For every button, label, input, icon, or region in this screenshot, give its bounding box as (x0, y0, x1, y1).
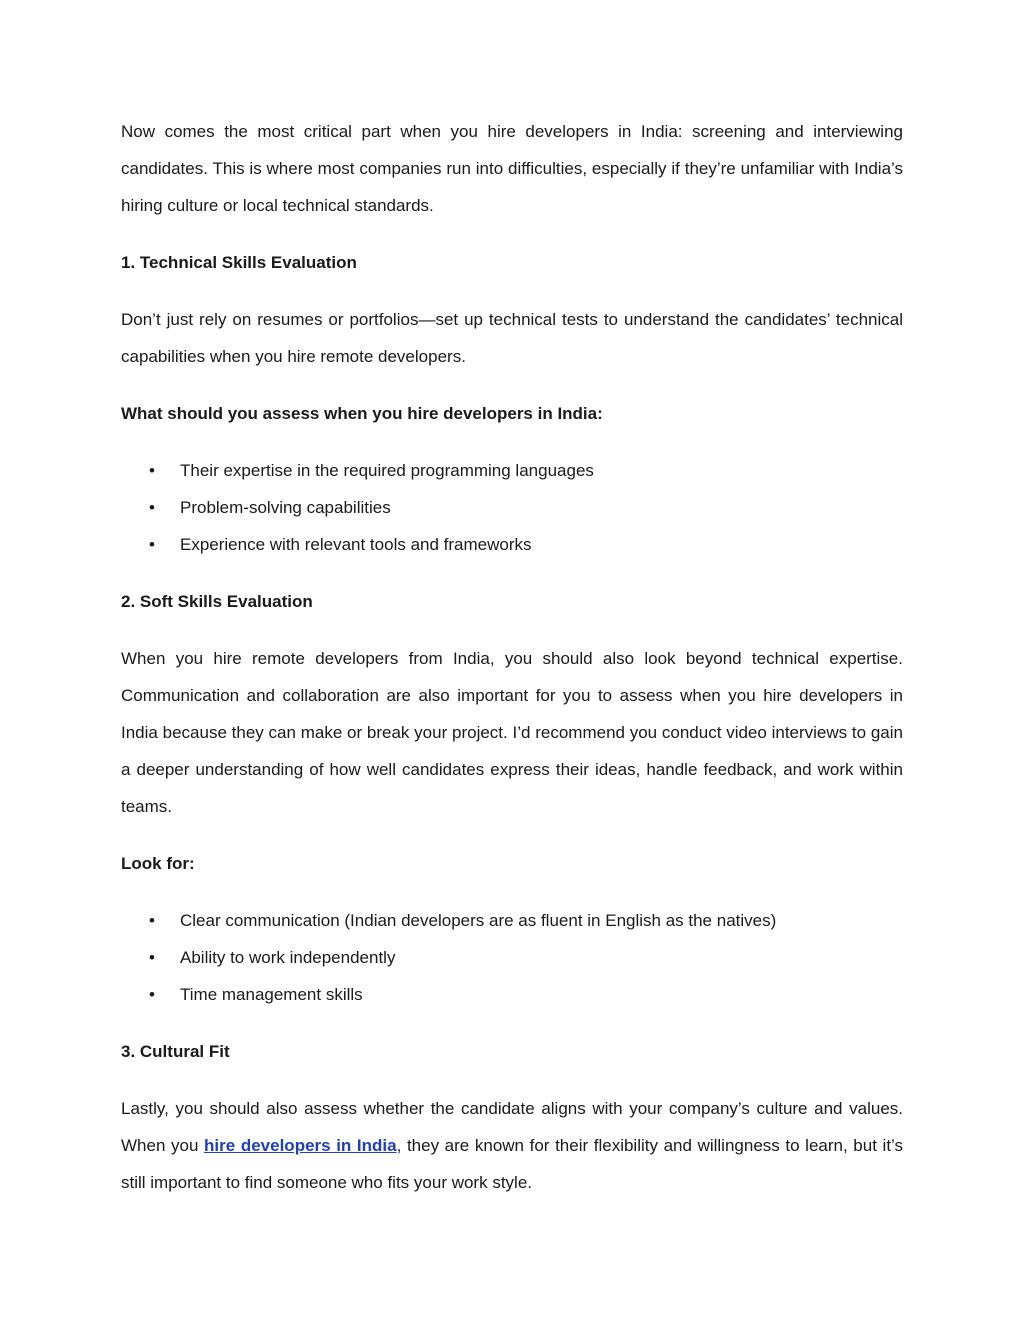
list-item: • Problem-solving capabilities (121, 489, 903, 526)
list-item: • Clear communication (Indian developers are as fluent in English as the natives) (121, 902, 903, 939)
list-item: • Ability to work independently (121, 939, 903, 976)
cultural-fit-text-before: Lastly, you should also assess whether the candidate aligns with your company’s culture and values. When you (121, 1099, 903, 1155)
list-item: • Experience with relevant tools and frameworks (121, 526, 903, 563)
technical-skills-paragraph: Don’t just rely on resumes or portfolios—set up technical tests to understand the candidates’ technical capabilities when you hire remote developers. (121, 310, 903, 366)
list-item: • Their expertise in the required programming languages (121, 452, 903, 489)
intro-paragraph: Now comes the most critical part when you hire developers in India: screening and interviewing candidates. This is where most companies run into difficulties, especially if they’re unfamiliar with India’s hiring culture or local technical standards. (121, 122, 903, 215)
look-for-subheading: Look for: (121, 854, 195, 873)
assess-subheading: What should you assess when you hire developers in India: (121, 404, 603, 423)
assess-list (121, 452, 903, 563)
section-heading-technical-skills: 1. Technical Skills Evaluation (121, 253, 357, 272)
hire-developers-link[interactable]: hire developers in India (204, 1136, 397, 1155)
list-item: • Time management skills (121, 976, 903, 1013)
look-for-list (121, 902, 903, 1013)
soft-skills-paragraph: When you hire remote developers from India, you should also look beyond technical expertise. Communication and collaboration are also important for you to assess when you hire developers in India because they can make or break your project. I’d recommend you conduct video interviews to gain a deeper understanding of how well candidates express their ideas, handle feedback, and work within teams. (121, 649, 903, 816)
cultural-fit-paragraph (121, 1090, 903, 1201)
cultural-fit-text-after: , they are known for their flexibility and willingness to learn, but it’s still important to find someone who fits your work style. (121, 1136, 904, 1192)
section-heading-soft-skills: 2. Soft Skills Evaluation (121, 592, 313, 611)
section-heading-cultural-fit: 3. Cultural Fit (121, 1042, 230, 1061)
document-page (121, 113, 903, 1201)
